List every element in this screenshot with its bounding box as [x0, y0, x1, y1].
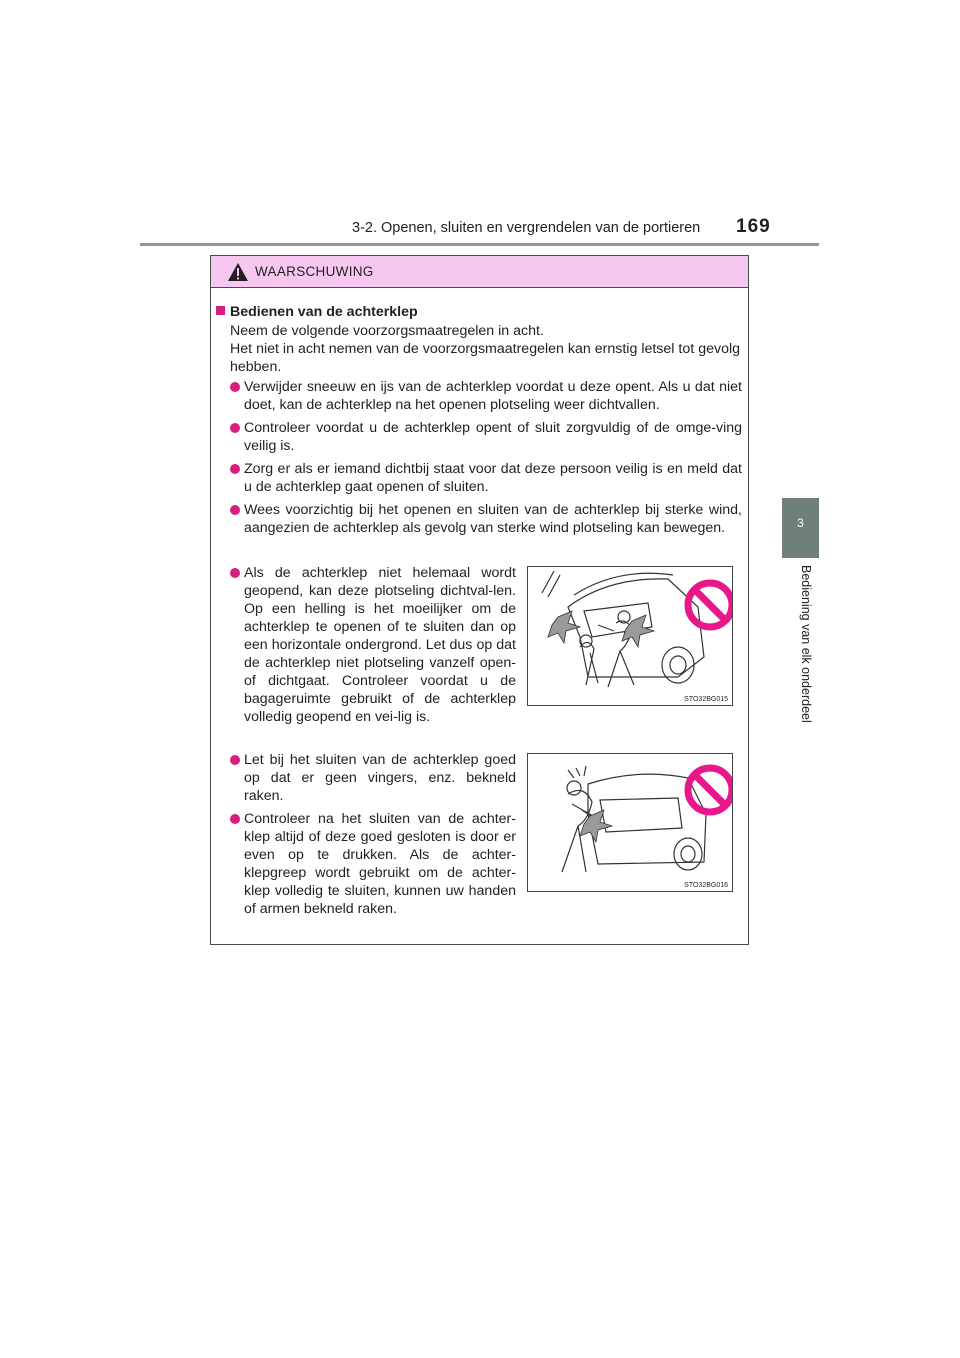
warning-triangle-icon	[227, 262, 249, 282]
chapter-number: 3	[797, 516, 804, 530]
bullet-text: Let bij het sluiten van de achterklep goed op dat er geen vingers, enz. bekneld raken.	[244, 752, 516, 804]
chapter-tab	[782, 498, 819, 558]
bullet-dot-icon	[230, 755, 240, 765]
bullet-item	[244, 564, 516, 726]
car-tailgate-closing-illustration	[528, 754, 732, 882]
bullet-dot-icon	[230, 505, 240, 515]
chapter-title: Bediening van elk onderdeel	[799, 565, 813, 723]
section-title-text: Bedienen van de achterklep	[230, 304, 418, 320]
bullet-dot-icon	[230, 423, 240, 433]
intro-line: Neem de volgende voorzorgsmaatregelen in acht.	[230, 323, 544, 339]
bullet-text: Verwijder sneeuw en ijs van de achterklep voordat u deze opent. Als u dat niet doet, kan de achterklep na het openen plotseling weer dichtvallen.	[244, 379, 742, 413]
bullet-text: Controleer voordat u de achterklep opent of sluit zorgvuldig of de omge-ving veilig is.	[244, 420, 742, 454]
bullet-item	[244, 501, 742, 537]
header-divider	[140, 243, 819, 246]
bullet-item	[244, 419, 742, 455]
warning-header	[211, 256, 748, 288]
bullet-text: Zorg er als er iemand dichtbij staat voor dat deze persoon veilig is en meld dat u de achterklep gaat openen of sluiten.	[244, 461, 742, 495]
image-code: STO32BG015	[684, 696, 728, 703]
bullet-item	[244, 460, 742, 496]
car-tailgate-illustration	[528, 567, 732, 695]
square-bullet-icon	[216, 306, 225, 315]
bullet-text: Wees voorzichtig bij het openen en sluiten van de achterklep bij sterke wind, aangezien de achterklep als gevolg van sterke wind plotseling kan bewegen.	[244, 502, 742, 536]
bullet-text: Controleer na het sluiten van de achter-klep altijd of deze goed gesloten is door er even op te drukken. Als de achter-klepgreep wordt gebruikt om de achter-klep volledig te sluiten, kunnen uw handen of armen bekneld raken.	[244, 811, 516, 917]
section-title	[216, 303, 418, 321]
warning-heading: WAARSCHUWING	[255, 264, 374, 279]
bullet-item	[244, 751, 516, 805]
image-code: STO32BG016	[684, 882, 728, 889]
intro-text	[230, 322, 740, 376]
bullet-item	[244, 378, 742, 414]
bullet-dot-icon	[230, 382, 240, 392]
illustration-tailgate-falling	[527, 566, 733, 706]
intro-line: Het niet in acht nemen van de voorzorgsmaatregelen kan ernstig letsel tot gevolg hebben.	[230, 341, 740, 375]
bullet-dot-icon	[230, 464, 240, 474]
bullet-dot-icon	[230, 568, 240, 578]
page-number: 169	[736, 216, 771, 237]
bullet-dot-icon	[230, 814, 240, 824]
running-header: 3-2. Openen, sluiten en vergrendelen van de portieren	[352, 220, 701, 236]
bullet-text: Als de achterklep niet helemaal wordt geopend, kan deze plotseling dichtval-len. Op een helling is het moeilijker om de achterklep te openen of te sluiten dan op een horizontale ondergrond. Let dus op dat de achterklep niet plotseling vanzelf open- of dichtgaat. Controleer voordat u de bagageruimte gebruikt of de achterklep volledig geopend en vei-lig is.	[244, 565, 516, 725]
illustration-tailgate-closing	[527, 753, 733, 892]
bullet-item	[244, 810, 516, 918]
chapter-label	[797, 565, 817, 755]
